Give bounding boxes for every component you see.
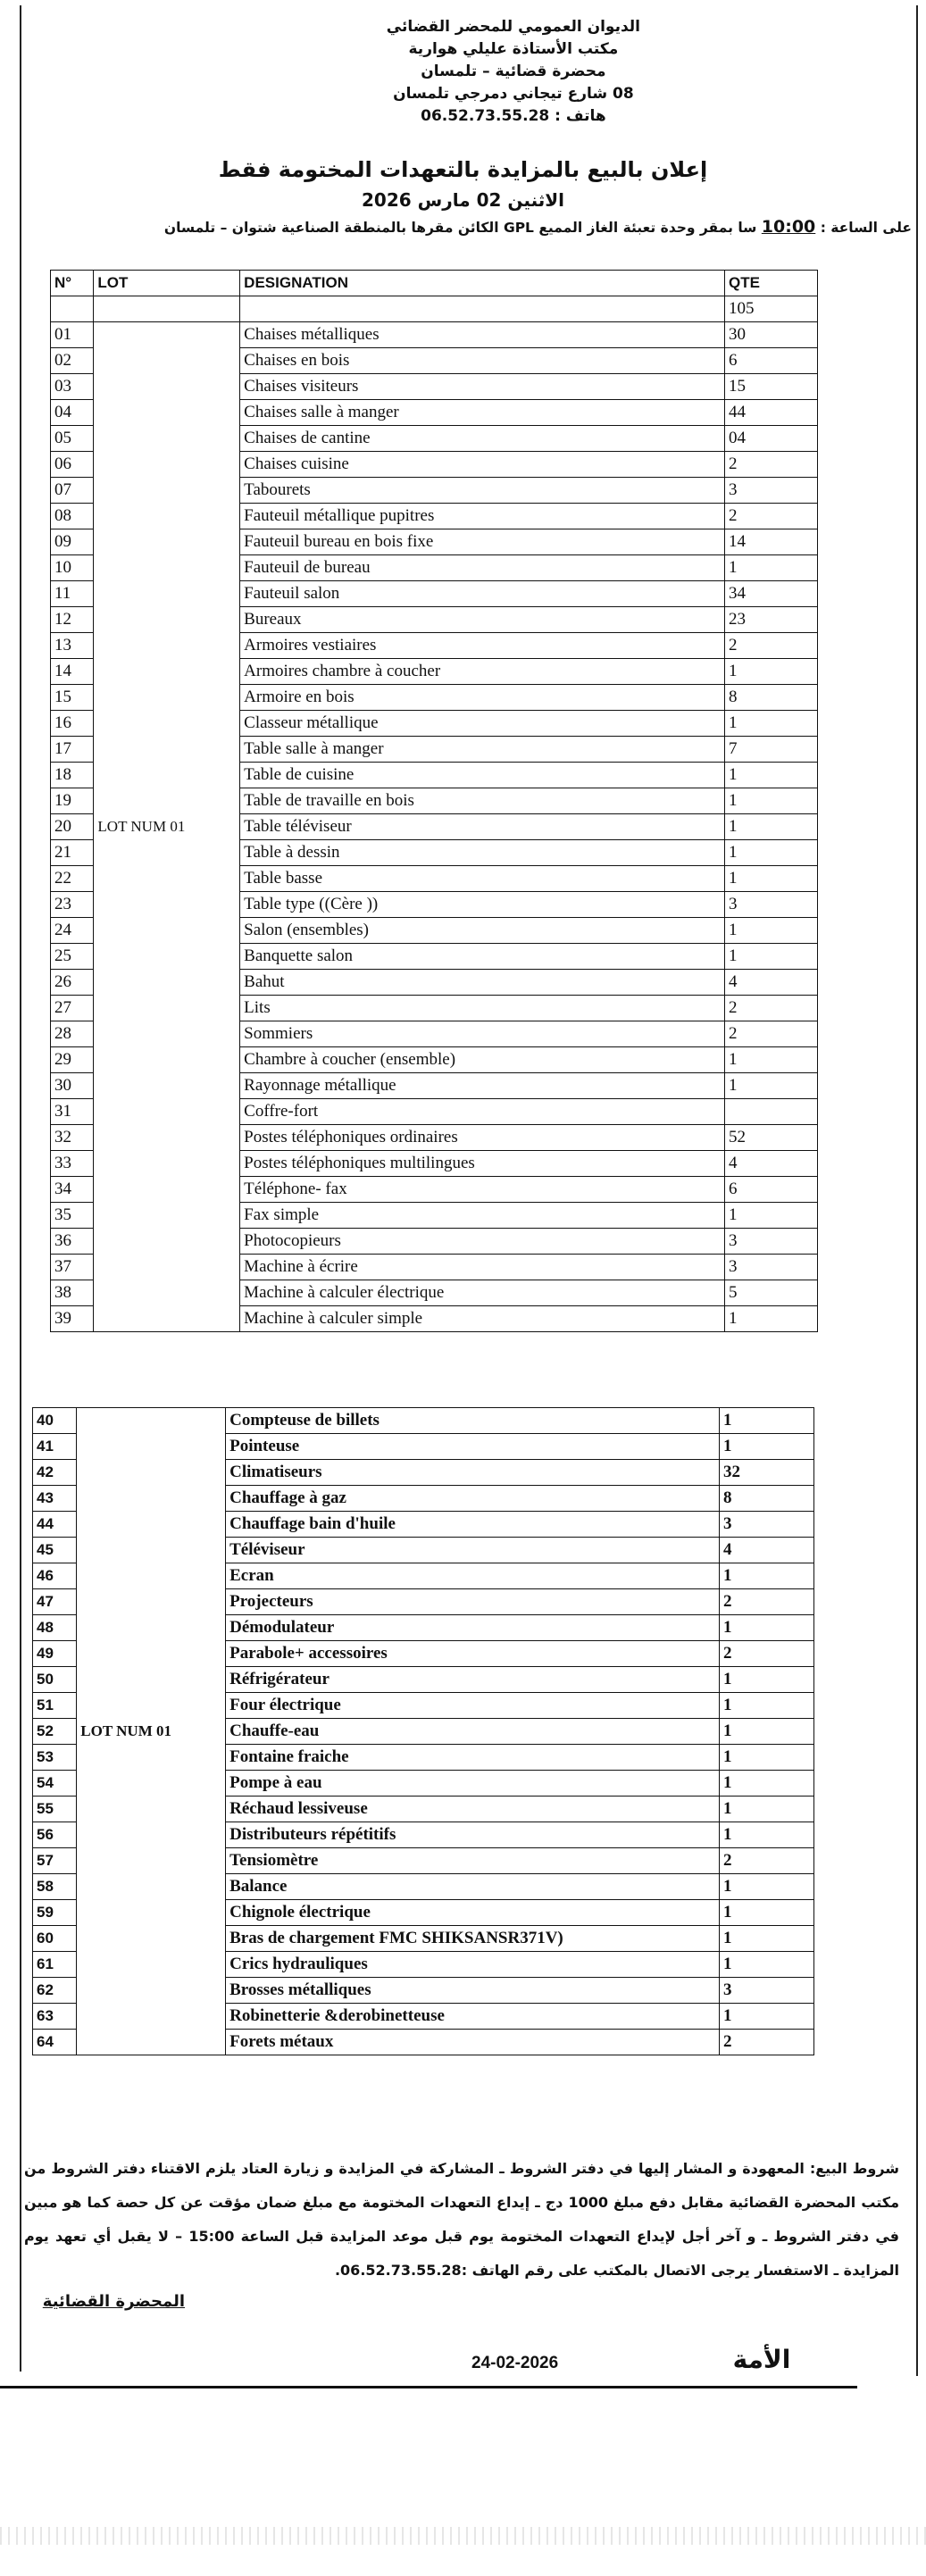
row-qte: 6 [724, 1177, 817, 1203]
row-num: 08 [51, 504, 94, 529]
row-num: 52 [33, 1719, 77, 1745]
row-num: 27 [51, 996, 94, 1021]
row-num: 55 [33, 1797, 77, 1822]
row-designation: Chauffe-eau [226, 1719, 720, 1745]
row-num: 58 [33, 1874, 77, 1900]
row-num: 39 [51, 1306, 94, 1332]
row-num: 40 [33, 1408, 77, 1434]
row-num: 19 [51, 788, 94, 814]
row-designation: Bureaux [240, 607, 725, 633]
auction-time: 10:00 [761, 217, 816, 237]
row-qte: 2 [720, 1641, 814, 1667]
row-qte: 105 [724, 296, 817, 322]
row-qte: 44 [724, 400, 817, 426]
row-num: 42 [33, 1460, 77, 1486]
row-designation: Classeur métallique [240, 711, 725, 737]
row-designation: Table de cuisine [240, 763, 725, 788]
row-designation: Tensiomètre [226, 1848, 720, 1874]
row-qte: 1 [724, 555, 817, 581]
row-num [51, 296, 94, 322]
row-qte: 5 [724, 1280, 817, 1306]
row-qte: 2 [724, 504, 817, 529]
row-designation: Forets métaux [226, 2030, 720, 2055]
row-qte: 1 [720, 1745, 814, 1771]
row-qte: 1 [724, 918, 817, 944]
row-designation: Bahut [240, 970, 725, 996]
row-designation: Coffre-fort [240, 1099, 725, 1125]
row-num: 61 [33, 1952, 77, 1978]
row-qte: 1 [720, 2004, 814, 2030]
row-qte: 8 [720, 1486, 814, 1512]
row-qte: 2 [720, 2030, 814, 2055]
row-designation: Armoire en bois [240, 685, 725, 711]
row-qte: 3 [720, 1978, 814, 2004]
row-qte: 3 [724, 1255, 817, 1280]
header-qte [724, 271, 817, 296]
row-qte: 1 [720, 1797, 814, 1822]
row-num: 37 [51, 1255, 94, 1280]
row-designation: Machine à calculer électrique [240, 1280, 725, 1306]
row-num: 47 [33, 1589, 77, 1615]
row-qte: 1 [720, 1667, 814, 1693]
row-qte: 1 [720, 1771, 814, 1797]
row-designation: Climatiseurs [226, 1460, 720, 1486]
scan-artifact [0, 2527, 926, 2545]
header-phone: هاتف : 06.52.73.55.28 [421, 107, 606, 125]
row-designation: Chaises de cantine [240, 426, 725, 452]
bailiff-header [387, 16, 640, 128]
row-qte: 32 [720, 1460, 814, 1486]
row-num: 07 [51, 478, 94, 504]
row-num: 60 [33, 1926, 77, 1952]
row-designation: Chaises métalliques [240, 322, 725, 348]
newspaper-logo-text: الأمة [732, 2345, 791, 2374]
row-num: 04 [51, 400, 94, 426]
row-num: 29 [51, 1047, 94, 1073]
row-num: 01 [51, 322, 94, 348]
row-designation: Fax simple [240, 1203, 725, 1229]
row-qte: 04 [724, 426, 817, 452]
row-num: 05 [51, 426, 94, 452]
lot-name: LOT NUM 01 [97, 818, 186, 835]
row-num: 63 [33, 2004, 77, 2030]
row-qte: 1 [724, 763, 817, 788]
row-num: 34 [51, 1177, 94, 1203]
row-qte: 3 [724, 892, 817, 918]
header-designation: DESIGNATION [240, 271, 725, 296]
table-header-row [51, 271, 818, 296]
row-num: 21 [51, 840, 94, 866]
row-designation: Compteuse de billets [226, 1408, 720, 1434]
row-qte: 1 [724, 788, 817, 814]
row-qte: 1 [724, 659, 817, 685]
row-qte: 2 [724, 452, 817, 478]
row-num: 43 [33, 1486, 77, 1512]
row-qte: 7 [724, 737, 817, 763]
row-qte: 1 [724, 1047, 817, 1073]
auction-location: سا بمقر وحدة تعبئة الغاز المميع GPL الكائن مقرها بالمنطقة الصناعية شتوان – تلمسان [163, 220, 757, 236]
row-num: 10 [51, 555, 94, 581]
header-num: N° [51, 271, 94, 296]
row-num: 46 [33, 1563, 77, 1589]
auction-date: الاثنين 02 مارس 2026 [362, 189, 564, 211]
row-designation: Postes téléphoniques ordinaires [240, 1125, 725, 1151]
row-qte: 1 [720, 1693, 814, 1719]
row-qte: 3 [720, 1512, 814, 1538]
row-num: 35 [51, 1203, 94, 1229]
row-designation: Fontaine fraiche [226, 1745, 720, 1771]
lot-cell [94, 296, 240, 322]
row-designation: Table de travaille en bois [240, 788, 725, 814]
row-num: 26 [51, 970, 94, 996]
row-qte: 1 [720, 1563, 814, 1589]
row-qte: 3 [724, 478, 817, 504]
row-num: 03 [51, 374, 94, 400]
row-qte: 2 [720, 1848, 814, 1874]
row-designation: Postes téléphoniques multilingues [240, 1151, 725, 1177]
row-num: 15 [51, 685, 94, 711]
time-prefix: على الساعة : [820, 220, 912, 236]
row-num: 62 [33, 1978, 77, 2004]
row-designation: Armoires vestiaires [240, 633, 725, 659]
header-lot: LOT [94, 271, 240, 296]
row-qte: 1 [724, 1073, 817, 1099]
header-line: الديوان العمومي للمحضر القضائي [386, 18, 640, 36]
row-num: 41 [33, 1434, 77, 1460]
items-table-2 [32, 1407, 814, 2055]
lot-name: LOT NUM 01 [80, 1722, 171, 1739]
row-num: 44 [33, 1512, 77, 1538]
newspaper-logo [713, 2341, 811, 2377]
row-designation: Rayonnage métallique [240, 1073, 725, 1099]
row-qte: 30 [724, 322, 817, 348]
row-num: 24 [51, 918, 94, 944]
row-qte: 1 [720, 1952, 814, 1978]
row-designation: Chaises salle à manger [240, 400, 725, 426]
row-designation: Fauteuil de bureau [240, 555, 725, 581]
row-num: 17 [51, 737, 94, 763]
row-qte: 23 [724, 607, 817, 633]
row-qte: 6 [724, 348, 817, 374]
sale-conditions: شروط البيع: المعهودة و المشار إليها في دفتر الشروط ـ المشاركة في المزايدة و زيارة العتاد يلزم الاقتناء دفتر الشروط من مكتب المحضرة القضائية مقابل دفع مبلغ 1000 دج ـ إيداع التعهدات المختومة مع مبلغ ضمان مؤقت عن كل حصة كما هو مبين في دفتر الشروط ـ و آخر أجل لإيداع التعهدات المختومة يوم قبل موعد المزايدة قبل الساعة 15:00 – لا يقبل أي تعهد يوم المزايدة ـ الاستفسار يرجى الاتصال بالمكتب على رقم الهاتف :06.52.73.55.28. [24, 2160, 900, 2279]
row-designation: Chauffage à gaz [226, 1486, 720, 1512]
row-qte: 1 [724, 814, 817, 840]
row-num: 28 [51, 1021, 94, 1047]
row-designation: Chauffage bain d'huile [226, 1512, 720, 1538]
row-qte: 1 [720, 1822, 814, 1848]
row-qte: 34 [724, 581, 817, 607]
row-designation: Sommiers [240, 1021, 725, 1047]
row-designation: Photocopieurs [240, 1229, 725, 1255]
row-designation: Salon (ensembles) [240, 918, 725, 944]
row-num: 45 [33, 1538, 77, 1563]
row-qte: 1 [720, 1719, 814, 1745]
row-qte: 14 [724, 529, 817, 555]
row-qte: 2 [724, 1021, 817, 1047]
row-designation: Table type ((Cère )) [240, 892, 725, 918]
announcement-title: إعلان بالبيع بالمزايدة بالتعهدات المختومة فقط [218, 157, 708, 182]
row-num: 20 [51, 814, 94, 840]
row-designation: Pompe à eau [226, 1771, 720, 1797]
row-qte: 1 [720, 1408, 814, 1434]
left-border [20, 5, 21, 2372]
row-num: 12 [51, 607, 94, 633]
row-qte: 1 [724, 1306, 817, 1332]
row-qte: 4 [720, 1538, 814, 1563]
row-designation: Lits [240, 996, 725, 1021]
row-qte: 8 [724, 685, 817, 711]
row-num: 50 [33, 1667, 77, 1693]
row-num: 32 [51, 1125, 94, 1151]
row-num: 23 [51, 892, 94, 918]
row-qte: 1 [720, 1926, 814, 1952]
row-qte: 1 [720, 1900, 814, 1926]
row-qte: 2 [720, 1589, 814, 1615]
row-num: 14 [51, 659, 94, 685]
row-num: 57 [33, 1848, 77, 1874]
row-qte: 1 [724, 711, 817, 737]
row-qte [724, 1099, 817, 1125]
row-designation: Parabole+ accessoires [226, 1641, 720, 1667]
lot-cell [94, 322, 240, 1332]
row-num: 51 [33, 1693, 77, 1719]
row-designation: Balance [226, 1874, 720, 1900]
row-designation: Réchaud lessiveuse [226, 1797, 720, 1822]
row-designation: Tabourets [240, 478, 725, 504]
table-row [51, 322, 818, 348]
row-qte: 15 [724, 374, 817, 400]
row-qte: 1 [724, 840, 817, 866]
row-designation: Chaises en bois [240, 348, 725, 374]
items-table-1 [50, 270, 818, 1332]
row-num: 64 [33, 2030, 77, 2055]
row-designation: Fauteuil bureau en bois fixe [240, 529, 725, 555]
row-designation: Bras de chargement FMC SHIKSANSR371V) [226, 1926, 720, 1952]
row-qte: 1 [724, 866, 817, 892]
row-num: 13 [51, 633, 94, 659]
row-qte: 4 [724, 1151, 817, 1177]
row-num: 56 [33, 1822, 77, 1848]
table-body-1 [51, 296, 818, 1332]
header-line: 08 شارع تيجاني دمرجي تلمسان [393, 85, 634, 103]
row-designation: Table téléviseur [240, 814, 725, 840]
row-designation: Ecran [226, 1563, 720, 1589]
row-num: 30 [51, 1073, 94, 1099]
row-designation: Téléphone- fax [240, 1177, 725, 1203]
row-num: 18 [51, 763, 94, 788]
row-qte: 2 [724, 633, 817, 659]
row-designation: Banquette salon [240, 944, 725, 970]
right-border [916, 5, 918, 2376]
row-num: 06 [51, 452, 94, 478]
row-qte: 1 [720, 1874, 814, 1900]
row-qte: 1 [720, 1434, 814, 1460]
row-designation: Table à dessin [240, 840, 725, 866]
row-qte: 1 [724, 1203, 817, 1229]
row-num: 38 [51, 1280, 94, 1306]
row-num: 25 [51, 944, 94, 970]
table-row [51, 296, 818, 322]
row-designation: Téléviseur [226, 1538, 720, 1563]
row-num: 16 [51, 711, 94, 737]
row-designation: Machine à écrire [240, 1255, 725, 1280]
publication-date: 24-02-2026 [471, 2354, 559, 2372]
row-designation: Armoires chambre à coucher [240, 659, 725, 685]
row-num: 49 [33, 1641, 77, 1667]
row-designation: Robinetterie &derobinetteuse [226, 2004, 720, 2030]
row-qte: 3 [724, 1229, 817, 1255]
row-designation: Four électrique [226, 1693, 720, 1719]
row-num: 11 [51, 581, 94, 607]
row-qte: 1 [724, 944, 817, 970]
row-num: 09 [51, 529, 94, 555]
row-qte: 52 [724, 1125, 817, 1151]
row-designation: Démodulateur [226, 1615, 720, 1641]
lot-cell [77, 1408, 226, 2055]
row-designation: Fauteuil salon [240, 581, 725, 607]
row-num: 36 [51, 1229, 94, 1255]
row-designation: Projecteurs [226, 1589, 720, 1615]
bottom-divider [0, 2386, 857, 2388]
row-designation: Chambre à coucher (ensemble) [240, 1047, 725, 1073]
table-row [33, 1408, 814, 1434]
row-designation: Distributeurs répétitifs [226, 1822, 720, 1848]
row-designation: Pointeuse [226, 1434, 720, 1460]
row-num: 33 [51, 1151, 94, 1177]
row-designation: Chignole électrique [226, 1900, 720, 1926]
row-num: 53 [33, 1745, 77, 1771]
row-designation [240, 296, 725, 322]
row-designation: Crics hydrauliques [226, 1952, 720, 1978]
row-num: 54 [33, 1771, 77, 1797]
header-qte-label: QTE [728, 274, 760, 291]
header-line: مكتب الأستاذة عليلي هوارية [408, 40, 619, 58]
row-designation: Chaises cuisine [240, 452, 725, 478]
row-designation: Chaises visiteurs [240, 374, 725, 400]
row-num: 31 [51, 1099, 94, 1125]
row-designation: Brosses métalliques [226, 1978, 720, 2004]
row-designation: Réfrigérateur [226, 1667, 720, 1693]
table-body-2 [33, 1408, 814, 2055]
auction-time-location [164, 217, 912, 237]
row-num: 22 [51, 866, 94, 892]
row-num: 59 [33, 1900, 77, 1926]
row-qte: 4 [724, 970, 817, 996]
signature: المحضرة القضائية [42, 2292, 185, 2311]
row-designation: Fauteuil métallique pupitres [240, 504, 725, 529]
row-num: 02 [51, 348, 94, 374]
row-designation: Table salle à manger [240, 737, 725, 763]
row-qte: 2 [724, 996, 817, 1021]
row-num: 48 [33, 1615, 77, 1641]
row-designation: Machine à calculer simple [240, 1306, 725, 1332]
row-qte: 1 [720, 1615, 814, 1641]
row-designation: Table basse [240, 866, 725, 892]
header-line: محضرة قضائية – تلمسان [421, 63, 606, 80]
